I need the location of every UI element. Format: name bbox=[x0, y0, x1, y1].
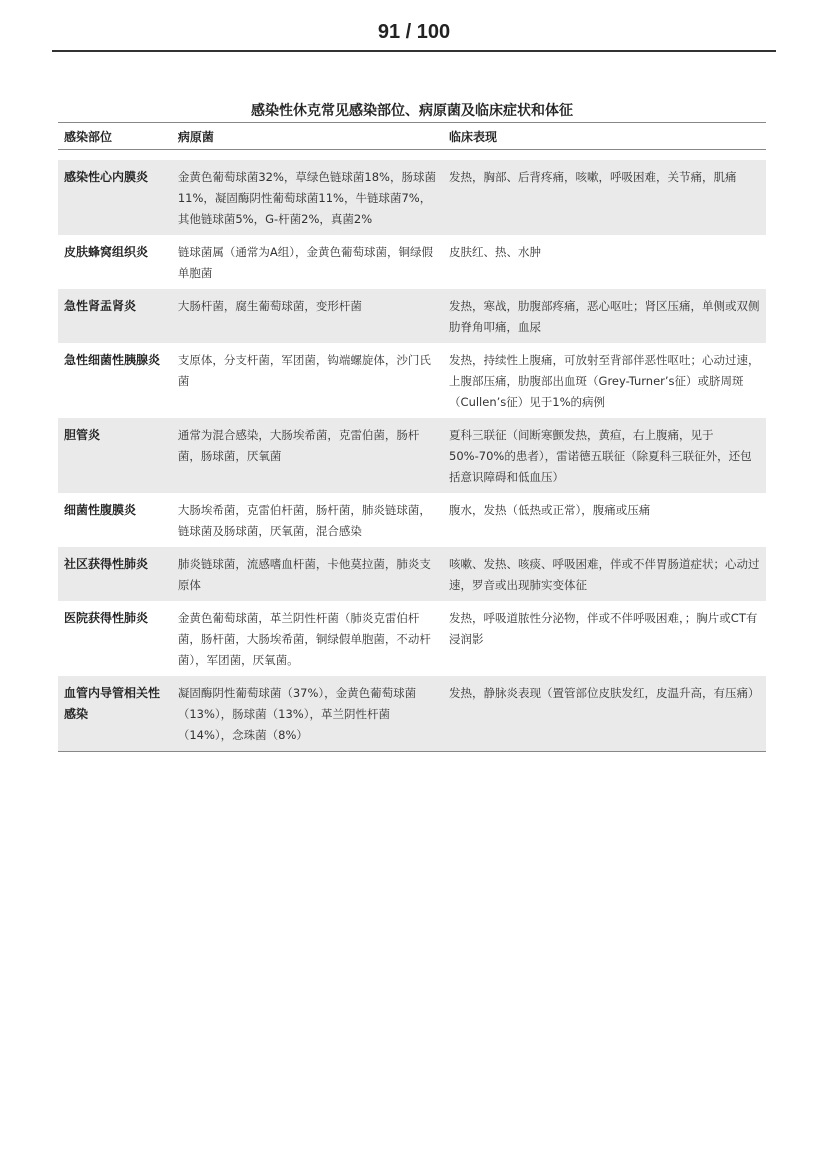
row-site: 胆管炎 bbox=[58, 418, 172, 493]
row-site: 社区获得性肺炎 bbox=[58, 547, 172, 601]
row-site: 医院获得性肺炎 bbox=[64, 611, 149, 625]
table-title: 感染性休克常见感染部位、病原菌及临床症状和体征 bbox=[251, 103, 573, 119]
header-site: 感染部位 bbox=[58, 123, 172, 150]
row-pathogens: 通常为混合感染，大肠埃希菌，克雷伯菌，肠杆菌，肠球菌，厌氧菌 bbox=[172, 418, 443, 493]
row-symptoms: 发热，寒战，肋腹部疼痛，恶心呕吐；肾区压痛，单侧或双侧肋脊角叩痛，血尿 bbox=[443, 289, 766, 343]
row-pathogens: 支原体，分支杆菌，军团菌，钩端螺旋体，沙门氏菌 bbox=[177, 353, 431, 388]
page-number: 91 / 100 bbox=[377, 21, 451, 43]
table-row bbox=[58, 289, 766, 343]
row-pathogens: 金黄色葡萄球菌32%，草绿色链球菌18%，肠球菌11%，凝固酶阴性葡萄球菌11%，牛链球菌7%，其他链球菌5%，G-杆菌2%，真菌2% bbox=[172, 160, 443, 235]
page-header bbox=[52, 18, 776, 52]
table-spacer bbox=[58, 150, 766, 161]
header-pathogens: 病原菌 bbox=[172, 123, 443, 150]
table-row bbox=[58, 235, 766, 289]
row-symptoms: 发热，胸部、后背疼痛，咳嗽，呼吸困难，关节痛，肌痛 bbox=[443, 160, 766, 235]
row-pathogens: 链球菌属（通常为A组），金黄色葡萄球菌，铜绿假单胞菌 bbox=[177, 245, 433, 280]
table-row bbox=[58, 160, 766, 235]
row-pathogens: 凝固酶阴性葡萄球菌（37%），金黄色葡萄球菌（13%），肠球菌（13%），革兰阴性杆菌（14%），念珠菌（8%） bbox=[172, 676, 443, 752]
row-pathogens: 大肠埃希菌，克雷伯杆菌，肠杆菌，肺炎链球菌，链球菌及肠球菌，厌氧菌，混合感染 bbox=[177, 503, 431, 538]
row-symptoms: 咳嗽、发热、咳痰、呼吸困难，伴或不伴胃肠道症状；心动过速，罗音或出现肺实变体征 bbox=[443, 547, 766, 601]
row-pathogens: 金黄色葡萄球菌，革兰阴性杆菌（肺炎克雷伯杆菌，肠杆菌，大肠埃希菌，铜绿假单胞菌，不动杆菌），军团菌，厌氧菌。 bbox=[177, 611, 431, 667]
table-row bbox=[58, 547, 766, 601]
row-pathogens: 肺炎链球菌，流感嗜血杆菌，卡他莫拉菌，肺炎支原体 bbox=[172, 547, 443, 601]
row-symptoms: 发热，持续性上腹痛，可放射至背部伴恶性呕吐；心动过速，上腹部压痛，肋腹部出血斑（Grey-Turner’s征）或脐周斑（Cullen’s征）见于1%的病例 bbox=[449, 353, 760, 409]
infection-table bbox=[58, 122, 766, 752]
table-row bbox=[58, 676, 766, 752]
row-site: 细菌性腹膜炎 bbox=[64, 503, 137, 517]
row-symptoms: 夏科三联征（间断寒颤发热，黄疸，右上腹痛，见于50%-70%的患者），雷诺德五联征（除夏科三联征外，还包括意识障碍和低血压） bbox=[443, 418, 766, 493]
table-header-row bbox=[58, 123, 766, 150]
row-symptoms: 腹水，发热（低热或正常），腹痛或压痛 bbox=[449, 503, 651, 517]
header-symptoms: 临床表现 bbox=[443, 123, 766, 150]
row-symptoms: 发热，静脉炎表现（置管部位皮肤发红，皮温升高，有压痛） bbox=[443, 676, 766, 752]
row-site: 感染性心内膜炎 bbox=[58, 160, 172, 235]
row-site: 急性细菌性胰腺炎 bbox=[64, 353, 161, 367]
row-site: 急性肾盂肾炎 bbox=[58, 289, 172, 343]
row-symptoms: 发热，呼吸道脓性分泌物，伴或不伴呼吸困难，；胸片或CT有浸润影 bbox=[449, 611, 758, 646]
table-row bbox=[58, 493, 766, 547]
row-site: 血管内导管相关性感染 bbox=[58, 676, 172, 752]
table-row bbox=[58, 601, 766, 676]
row-site: 皮肤蜂窝组织炎 bbox=[64, 245, 149, 259]
row-pathogens: 大肠杆菌，腐生葡萄球菌，变形杆菌 bbox=[172, 289, 443, 343]
table-row bbox=[58, 343, 766, 418]
row-symptoms: 皮肤红、热、水肿 bbox=[449, 245, 542, 259]
table-row bbox=[58, 418, 766, 493]
